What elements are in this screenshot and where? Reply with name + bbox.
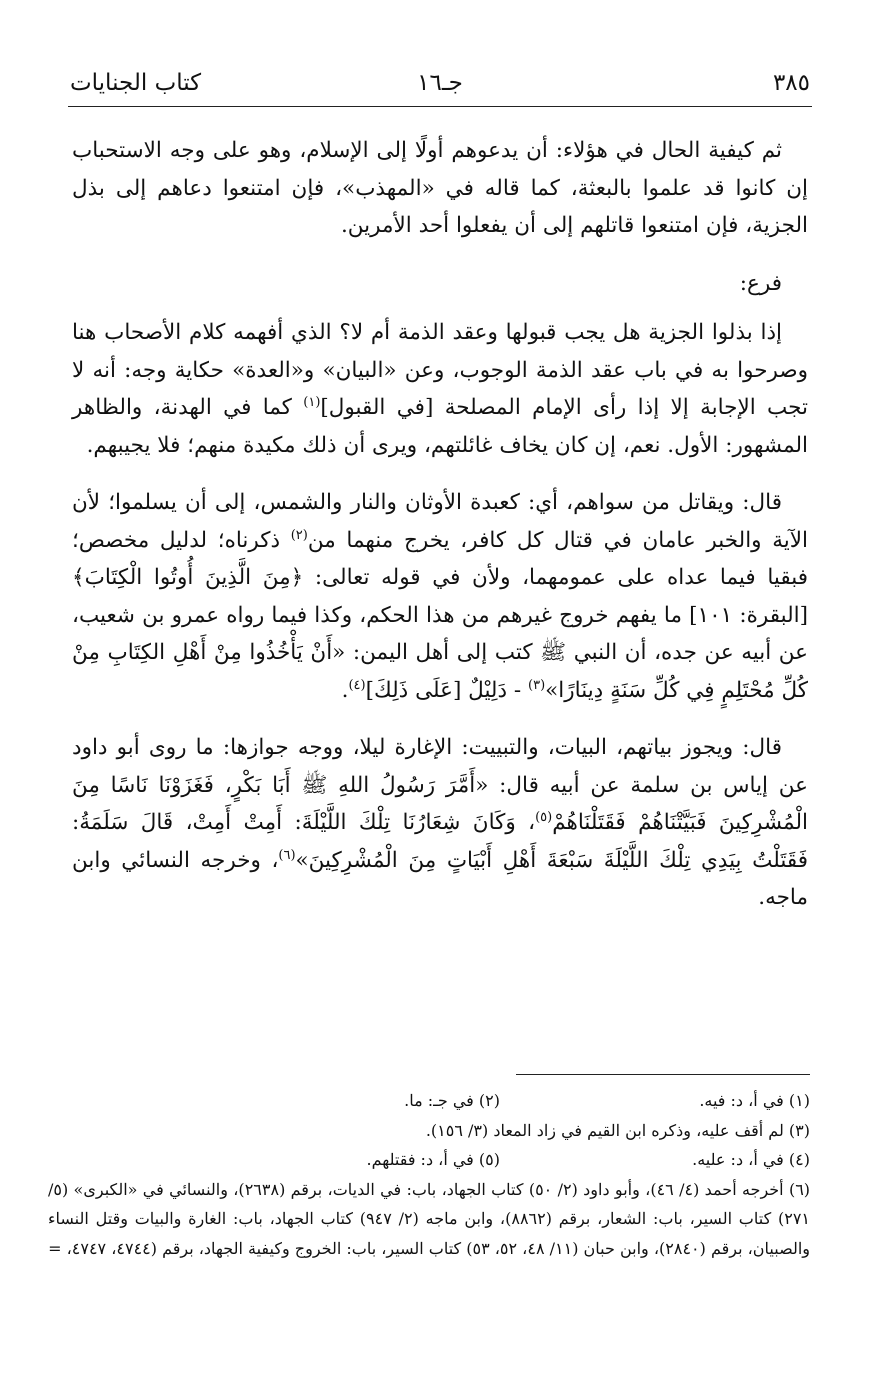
main-text (72, 132, 808, 937)
footnote-ref-6: (٦) (278, 847, 296, 863)
paragraph-4-text-a: قال: ويقاتل من سواهم، أي: كعبدة الأوثان والنار والشمس، إلى أن يسلموا؛ لأن الآية والخبر عامان في قتال كل كافر، يخرج منهما من (72, 490, 808, 553)
paragraph-3-text-b: كما في الهدنة، والظاهر المشهور: الأول. نعم، إن كان يخاف غائلتهم، ويرى أن ذلك مكيدة منهم؛ فلا يجيبهم. (72, 395, 808, 458)
paragraph-3-text-a: إذا بذلوا الجزية هل يجب قبولها وعقد الذمة أم لا؟ الذي أفهمه كلام الأصحاب هنا وصرحوا به في باب عقد الذمة الوجوب، وعن «البيان» و«العدة» حكاية وجه: أنه لا تجب الإجابة إلا إذا رأى الإمام المصلحة [في القبول] (72, 320, 808, 420)
footnote-ref-1: (١) (303, 394, 321, 410)
paragraph-3 (72, 314, 808, 464)
footnote-ref-4: (٤) (348, 677, 366, 693)
footnote-divider (516, 1074, 810, 1075)
paragraph-4 (72, 484, 808, 709)
footnote-6: (٦) أخرجه أحمد (٤/ ٤٦)، وأبو داود (٢/ ٥٠) كتاب الجهاد، باب: في الديات، برقم (٢٦٣٨)، والنسائي في «الكبرى» (٥/ ٢٧١) كتاب السير، باب: الشعار، برقم (٨٨٦٢)، وابن ماجه (٢/ ٩٤٧) كتاب الجهاد، باب: الغارة والبيات وقتل النساء والصبيان، برقم (٢٨٤٠)، وابن حبان (١١/ ٤٨، ٥٢، ٥٣) كتاب السير، باب: الخروج وكيفية الجهاد، برقم (٤٧٤٤، ٤٧٤٧، = (48, 1179, 811, 1258)
volume-label: جـ١٦ (417, 70, 463, 96)
running-header (70, 62, 810, 106)
footnote-ref-2: (٢) (290, 527, 308, 543)
paragraph-4-text-d: . (341, 677, 349, 703)
paragraph-5-text-a: قال: ويجوز بياتهم، البيات، والتبييت: الإغارة ليلا، ووجه جوازها: ما روى أبو داود عن إياس بن سلمة عن أبيه قال: «أَمَّرَ رَسُولُ اللهِ ﷺ أَبَا بَكْرٍ، فَغَزَوْنَا نَاسًا مِنَ الْمُشْرِكِينَ فَبَيَّتْنَاهُمْ فَقَتَلْنَاهُمْ (72, 735, 808, 835)
footnote-4: (٤) في أ، د: عليه. (692, 1150, 810, 1169)
paragraph-5-text-c: ، وخرجه النسائي وابن ماجه. (72, 847, 808, 910)
footnote-ref-3: (٣) (528, 677, 546, 693)
subheading-far: فرع: (739, 270, 782, 296)
footnote-row-3 (48, 1145, 810, 1175)
header-divider (68, 106, 812, 107)
page-number: ٣٨٥ (772, 70, 810, 96)
paragraph-4-text-c: - دَلِيْلٌ [عَلَى ذَلِكَ] (365, 677, 528, 703)
footnote-row-1 (48, 1086, 810, 1116)
footnote-5: (٥) في أ، د: فقتلهم. (366, 1150, 500, 1169)
footnote-row-2 (48, 1116, 810, 1146)
paragraph-4-text-b: ذكرناه؛ لدليل مخصص؛ فبقيا فيما عداه على عمومهما، ولأن في قوله تعالى: ﴿مِنَ الَّذِينَ أُوتُوا الْكِتَابَ﴾ [البقرة: ١٠١] ما يفهم خروج غيرهم من هذا الحكم، وكذا فيما رواه عمرو بن شعيب، عن أبيه عن جده، أن النبي ﷺ كتب إلى أهل اليمن: «أَنْ يَأْخُذُوا مِنْ أَهْلِ الكِتَابِ مِنْ كُلِّ مُحْتَلِمٍ فِي كُلِّ سَنَةٍ دِينَارًا» (72, 527, 808, 703)
paragraph-5 (72, 729, 808, 917)
paragraph-5-text-b: ، وَكَانَ شِعَارُنَا تِلْكَ اللَّيْلَةَ: أَمِتْ أَمِتْ، قَالَ سَلَمَةُ: فَقَتَلْتُ بِيَدِي تِلْكَ اللَّيْلَةَ سَبْعَةَ أَهْلِ أَبْيَاتٍ مِنَ الْمُشْرِكِينَ» (72, 810, 808, 873)
footnote-ref-5: (٥) (535, 809, 553, 825)
paragraph-1: ثم كيفية الحال في هؤلاء: أن يدعوهم أولًا إلى الإسلام، وهو على وجه الاستحباب إن كانوا قد علموا بالبعثة، كما قاله في «المهذب»، فإن امتنعوا دعاهم إلى بذل الجزية، فإن امتنعوا قاتلهم إلى أن يفعلوا أحد الأمرين. (72, 138, 808, 238)
book-title: كتاب الجنايات (70, 70, 202, 96)
footnote-3: (٣) لم أقف عليه، وذكره ابن القيم في زاد المعاد (٣/ ١٥٦). (425, 1120, 810, 1140)
footnotes (48, 1086, 810, 1263)
footnote-1: (١) في أ، د: فيه. (699, 1091, 810, 1110)
footnote-2: (٢) في جـ: ما. (404, 1091, 500, 1110)
